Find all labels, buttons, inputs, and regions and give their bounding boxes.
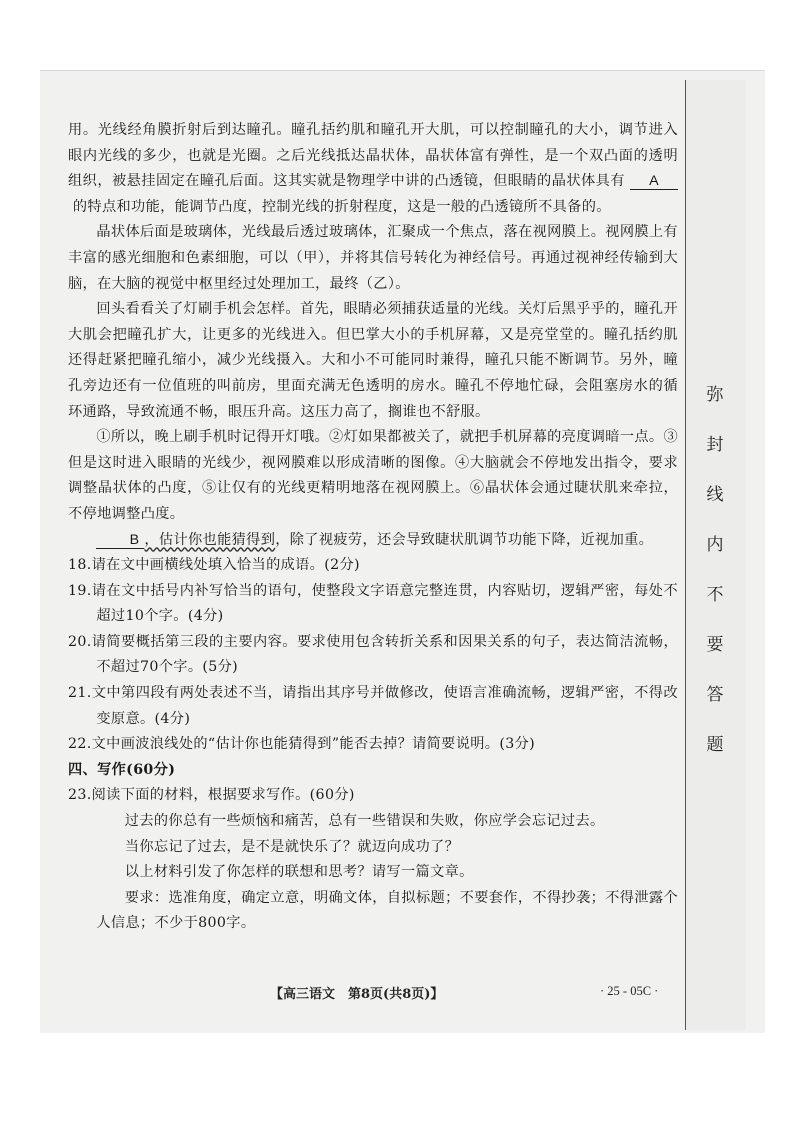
question-18: 18.请在文中画横线处填入恰当的成语。(2分) <box>68 557 360 574</box>
passage-paragraph-3: 回头看看关了灯刷手机会怎样。首先，眼睛必须捕获适量的光线。关灯后黑乎乎的，瞳孔开大肌会把瞳孔扩大，让更多的光线进入。但巴掌大小的手机屏幕，又是亮堂堂的。瞳孔括约肌还得赶紧把瞳孔缩小，减少光线摄入。大和小不可能同时兼得，瞳孔只能不断调节。另外，瞳孔旁边还有一位值班的叫前房，里面充满无色透明的房水。瞳孔不停地忙碌，会阻塞房水的循环通路，导致流通不畅，眼压升高。这压力高了，搁谁也不舒服。 <box>68 301 678 420</box>
page-footer: 【高三语文 第8页(共8页)】 <box>270 987 444 1002</box>
blank-b: B <box>96 532 144 549</box>
page-content <box>68 118 678 937</box>
seal-char: 不 <box>706 585 724 605</box>
passage-paragraph-1: 用。光线经角膜折射后到达瞳孔。瞳孔括约肌和瞳孔开大肌，可以控制瞳孔的大小，调节进入眼内光线的多少，也就是光圈。之后光线抵达晶状体，晶状体富有弹性，是一个双凸面的透明组织，被悬挂固定在瞳孔后面。这其实就是物理学中讲的凸透镜，但眼睛的晶状体具有 A 的特点和功能，能调节凸度，控制光线的折射程度，这是一般的凸透镜所不具备的。 <box>68 122 678 215</box>
exam-code: · 25 - 05C · <box>600 984 659 998</box>
seal-char: 要 <box>706 635 724 655</box>
seal-char: 线 <box>706 485 724 505</box>
question-23: 23.阅读下面的材料，根据要求写作。(60分) <box>68 787 355 804</box>
seal-char: 题 <box>706 735 724 755</box>
material-line-1: 过去的你总有一些烦恼和痛苦，总有一些错误和失败，你应学会忘记过去。 <box>124 813 605 830</box>
passage-paragraph-2: 晶状体后面是玻璃体，光线最后透过玻璃体，汇聚成一个焦点，落在视网膜上。视网膜上有丰富的感光细胞和色素细胞，可以（甲），并将其信号转化为神经信号。再通过视神经传输到大脑，在大脑的视觉中枢里经过处理加工，最终（乙）。 <box>68 224 678 292</box>
question-22: 22.文中画波浪线处的“估计你也能猜得到”能否去掉？请简要说明。(3分) <box>68 736 536 753</box>
question-21: 21.文中第四段有两处表述不当，请指出其序号并做修改，使语言准确流畅，逻辑严密，不得改变原意。(4分) <box>68 685 678 727</box>
seal-char: 内 <box>706 535 724 555</box>
seal-line-divider <box>685 80 686 1030</box>
seal-char: 答 <box>706 685 724 705</box>
seal-char: 封 <box>706 435 724 455</box>
passage-paragraph-4: ①所以，晚上刷手机时记得开灯哦。②灯如果都被关了，就把手机屏幕的亮度调暗一点。③但是这时进入眼睛的光线少，视网膜难以形成清晰的图像。④大脑就会不停地发出指令，要求调整晶状体的凸度，⑤让仅有的光线更精明地落在视网膜上。⑥晶状体会通过睫状肌来牵拉，不停地调整凸度。 <box>68 429 678 522</box>
material-line-3: 以上材料引发了你怎样的联想和思考？请写一篇文章。 <box>124 864 474 881</box>
question-20: 20.请简要概括第三段的主要内容。要求使用包含转折关系和因果关系的句子，表达简洁流畅，不超过70个字。(5分) <box>68 633 678 676</box>
seal-char: 弥 <box>706 385 724 405</box>
section-writing-heading: 四、写作(60分) <box>68 761 176 778</box>
blank-a: A <box>630 173 678 190</box>
passage-paragraph-5: B ，估计你也能猜得到，除了视疲劳，还会导致睫状肌调节功能下降，近视加重。 <box>68 528 678 554</box>
material-line-2: 当你忘记了过去，是不是就快乐了？就迈向成功了？ <box>124 838 460 855</box>
question-19: 19.请在文中括号内补写恰当的语句，使整段文字语意完整连贯，内容贴切，逻辑严密，每处不超过10个字。(4分) <box>68 582 678 625</box>
seal-line-notice <box>697 385 733 785</box>
writing-requirement: 要求：选准角度，确定立意，明确文体，自拟标题；不要套作，不得抄袭；不得泄露个人信息；不少于800字。 <box>96 889 678 932</box>
wavy-underlined-phrase: ，估计你也能猜得到 <box>144 531 276 548</box>
